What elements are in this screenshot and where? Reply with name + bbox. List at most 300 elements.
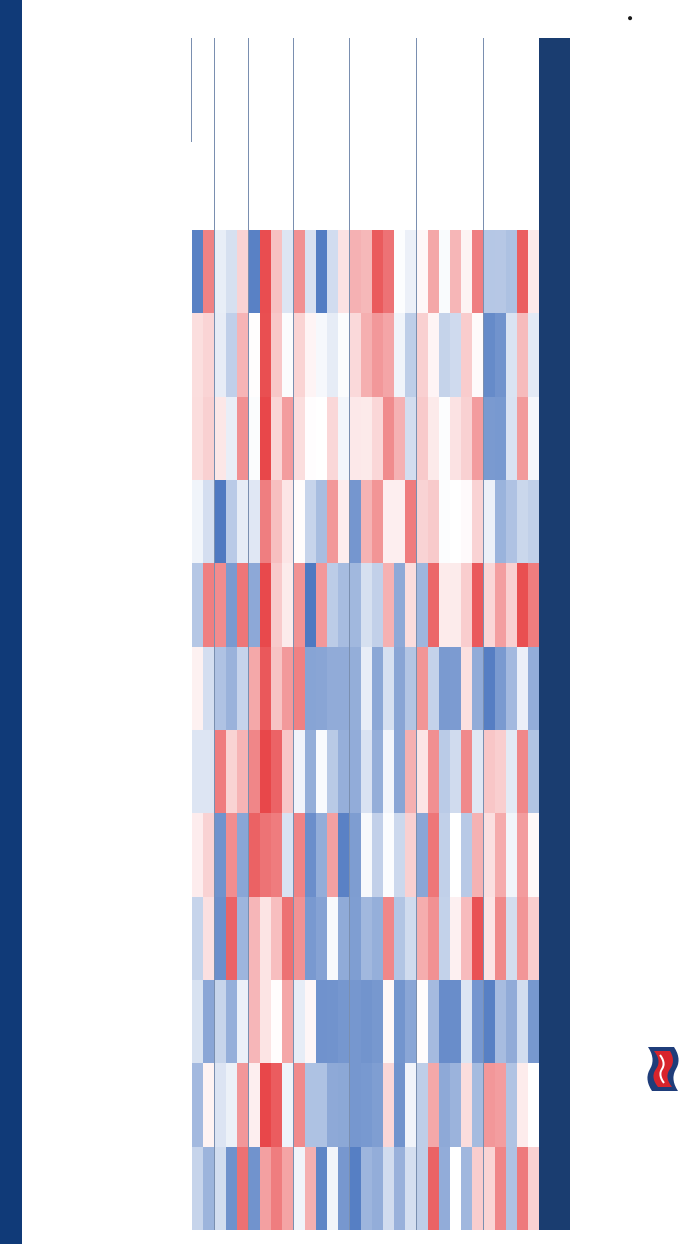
value-cell — [461, 730, 472, 813]
value-cell — [372, 1147, 383, 1230]
value-cell — [428, 313, 439, 396]
industry-name-cell — [372, 142, 383, 230]
value-cell — [372, 313, 383, 396]
value-cell — [237, 730, 249, 813]
value-cell — [282, 730, 294, 813]
value-cell — [350, 897, 362, 980]
category-cell — [484, 38, 540, 142]
value-cell — [192, 897, 203, 980]
value-cell — [506, 563, 517, 646]
value-cell — [237, 1063, 249, 1146]
value-cell — [327, 480, 338, 563]
valuation-table-container — [192, 38, 571, 1230]
value-cell — [305, 1063, 316, 1146]
table-row — [383, 38, 394, 1230]
value-cell — [528, 813, 539, 896]
value-cell — [450, 813, 461, 896]
value-cell — [472, 1063, 484, 1146]
value-cell — [192, 647, 203, 730]
header-group-3y — [554, 563, 570, 896]
value-cell — [417, 1147, 429, 1230]
value-cell — [282, 230, 294, 313]
value-cell — [226, 980, 237, 1063]
value-cell — [472, 647, 484, 730]
value-cell — [383, 813, 394, 896]
value-cell — [350, 813, 362, 896]
header-group-1y — [554, 230, 570, 563]
value-cell — [372, 730, 383, 813]
value-cell — [439, 647, 450, 730]
industry-name-cell — [237, 142, 249, 230]
value-cell — [361, 480, 372, 563]
value-cell — [271, 480, 282, 563]
value-cell — [394, 313, 405, 396]
table-row — [192, 38, 203, 1230]
value-cell — [394, 813, 405, 896]
value-cell — [215, 480, 227, 563]
value-cell — [472, 730, 484, 813]
value-cell — [305, 1147, 316, 1230]
table-row — [282, 38, 294, 1230]
value-cell — [215, 313, 227, 396]
value-cell — [383, 1147, 394, 1230]
value-cell — [305, 230, 316, 313]
category-cell — [249, 38, 294, 142]
value-cell — [271, 1063, 282, 1146]
value-cell — [528, 563, 539, 646]
value-cell — [260, 647, 271, 730]
industry-name-cell — [383, 142, 394, 230]
value-cell — [439, 813, 450, 896]
industry-name-cell — [271, 142, 282, 230]
value-cell — [372, 647, 383, 730]
value-cell — [249, 980, 261, 1063]
value-cell — [439, 480, 450, 563]
value-cell — [361, 230, 372, 313]
bullet-dot-icon: • — [621, 14, 637, 23]
value-cell — [203, 1063, 215, 1146]
value-cell — [528, 897, 539, 980]
value-cell — [405, 813, 417, 896]
category-cell — [215, 38, 249, 142]
value-cell — [417, 897, 429, 980]
value-cell — [305, 980, 316, 1063]
value-cell — [338, 730, 350, 813]
value-cell — [192, 813, 203, 896]
value-cell — [394, 1147, 405, 1230]
value-cell — [517, 1147, 528, 1230]
value-cell — [215, 813, 227, 896]
value-cell — [226, 730, 237, 813]
value-cell — [472, 230, 484, 313]
value-cell — [305, 647, 316, 730]
value-cell — [428, 1147, 439, 1230]
table-row — [271, 38, 282, 1230]
value-cell — [350, 730, 362, 813]
value-cell — [327, 397, 338, 480]
value-cell — [439, 313, 450, 396]
value-cell — [327, 313, 338, 396]
value-cell — [203, 980, 215, 1063]
value-cell — [350, 647, 362, 730]
value-cell — [350, 563, 362, 646]
value-cell — [361, 397, 372, 480]
value-cell — [350, 1147, 362, 1230]
value-cell — [260, 230, 271, 313]
industry-name-cell — [461, 142, 472, 230]
value-cell — [249, 313, 261, 396]
value-cell — [450, 313, 461, 396]
value-cell — [383, 980, 394, 1063]
table-row — [327, 38, 338, 1230]
value-cell — [226, 813, 237, 896]
table-row — [495, 38, 506, 1230]
table-row — [450, 38, 461, 1230]
value-cell — [484, 980, 496, 1063]
value-cell — [439, 730, 450, 813]
value-cell — [484, 230, 496, 313]
value-cell — [226, 897, 237, 980]
value-cell — [450, 397, 461, 480]
value-cell — [350, 1063, 362, 1146]
industry-name-cell — [439, 142, 450, 230]
category-cell — [350, 38, 417, 142]
value-cell — [417, 397, 429, 480]
header-metric — [539, 313, 554, 396]
header-metric — [539, 647, 554, 730]
value-cell — [237, 647, 249, 730]
value-cell — [461, 313, 472, 396]
value-cell — [260, 730, 271, 813]
value-cell — [517, 897, 528, 980]
value-cell — [316, 480, 327, 563]
value-cell — [316, 897, 327, 980]
valuation-table — [192, 38, 571, 1230]
value-cell — [237, 813, 249, 896]
industry-name-cell — [249, 142, 261, 230]
value-cell — [517, 730, 528, 813]
table-row — [226, 38, 237, 1230]
value-cell — [461, 397, 472, 480]
value-cell — [472, 1147, 484, 1230]
value-cell — [439, 563, 450, 646]
value-cell — [528, 1147, 539, 1230]
value-cell — [249, 730, 261, 813]
table-body — [192, 38, 539, 1230]
value-cell — [338, 480, 350, 563]
value-cell — [338, 897, 350, 980]
industry-name-cell — [361, 142, 372, 230]
header-metric — [539, 980, 554, 1063]
value-cell — [461, 813, 472, 896]
value-cell — [484, 813, 496, 896]
value-cell — [237, 480, 249, 563]
value-cell — [484, 397, 496, 480]
industry-name-cell — [506, 142, 517, 230]
value-cell — [282, 813, 294, 896]
value-cell — [472, 563, 484, 646]
value-cell — [338, 647, 350, 730]
industry-name-cell — [528, 142, 539, 230]
value-cell — [461, 647, 472, 730]
value-cell — [271, 813, 282, 896]
value-cell — [361, 647, 372, 730]
value-cell — [417, 313, 429, 396]
value-cell — [517, 980, 528, 1063]
value-cell — [215, 230, 227, 313]
value-cell — [428, 980, 439, 1063]
value-cell — [528, 313, 539, 396]
value-cell — [316, 980, 327, 1063]
value-cell — [192, 230, 203, 313]
industry-name-cell — [260, 142, 271, 230]
value-cell — [517, 230, 528, 313]
value-cell — [472, 897, 484, 980]
value-cell — [282, 480, 294, 563]
value-cell — [495, 980, 506, 1063]
value-cell — [249, 480, 261, 563]
table-row — [260, 38, 271, 1230]
value-cell — [484, 1063, 496, 1146]
value-cell — [506, 980, 517, 1063]
value-cell — [260, 480, 271, 563]
value-cell — [361, 1063, 372, 1146]
value-cell — [450, 1147, 461, 1230]
value-cell — [316, 1063, 327, 1146]
value-cell — [417, 730, 429, 813]
value-cell — [215, 730, 227, 813]
value-cell — [383, 563, 394, 646]
value-cell — [203, 813, 215, 896]
value-cell — [405, 313, 417, 396]
value-cell — [260, 813, 271, 896]
disclaimer-text — [2, 22, 20, 1222]
table-row — [439, 38, 450, 1230]
value-cell — [226, 647, 237, 730]
industry-name-cell — [226, 142, 237, 230]
table-row — [484, 38, 496, 1230]
value-cell — [383, 313, 394, 396]
industry-name-cell — [428, 142, 439, 230]
guosen-logo-icon — [644, 1045, 688, 1093]
value-cell — [294, 313, 306, 396]
value-cell — [192, 1147, 203, 1230]
table-row — [215, 38, 227, 1230]
value-cell — [271, 647, 282, 730]
value-cell — [383, 230, 394, 313]
industry-name-cell — [305, 142, 316, 230]
value-cell — [249, 897, 261, 980]
value-cell — [528, 1063, 539, 1146]
value-cell — [226, 230, 237, 313]
value-cell — [428, 480, 439, 563]
value-cell — [226, 1147, 237, 1230]
value-cell — [203, 480, 215, 563]
value-cell — [495, 1063, 506, 1146]
industry-name-cell — [294, 142, 306, 230]
industry-name-cell — [394, 142, 405, 230]
category-cell — [294, 38, 350, 142]
industry-name-cell — [327, 142, 338, 230]
value-cell — [361, 897, 372, 980]
value-cell — [203, 1147, 215, 1230]
value-cell — [484, 1147, 496, 1230]
value-cell — [327, 647, 338, 730]
value-cell — [361, 563, 372, 646]
value-cell — [405, 1147, 417, 1230]
value-cell — [294, 1063, 306, 1146]
value-cell — [282, 397, 294, 480]
value-cell — [327, 1147, 338, 1230]
value-cell — [506, 397, 517, 480]
value-cell — [394, 563, 405, 646]
value-cell — [271, 897, 282, 980]
value-cell — [237, 230, 249, 313]
value-cell — [506, 813, 517, 896]
value-cell — [361, 730, 372, 813]
value-cell — [394, 230, 405, 313]
value-cell — [327, 563, 338, 646]
value-cell — [350, 980, 362, 1063]
value-cell — [203, 230, 215, 313]
value-cell — [316, 1147, 327, 1230]
value-cell — [226, 397, 237, 480]
value-cell — [405, 480, 417, 563]
value-cell — [338, 230, 350, 313]
value-cell — [294, 230, 306, 313]
value-cell — [327, 230, 338, 313]
value-cell — [260, 313, 271, 396]
value-cell — [271, 313, 282, 396]
value-cell — [192, 480, 203, 563]
industry-name-cell — [517, 142, 528, 230]
value-cell — [484, 563, 496, 646]
value-cell — [192, 1063, 203, 1146]
value-cell — [203, 313, 215, 396]
value-cell — [305, 730, 316, 813]
value-cell — [506, 1147, 517, 1230]
value-cell — [282, 897, 294, 980]
table-row — [249, 38, 261, 1230]
value-cell — [439, 230, 450, 313]
value-cell — [461, 230, 472, 313]
table-row — [461, 38, 472, 1230]
value-cell — [294, 980, 306, 1063]
industry-name-cell — [450, 142, 461, 230]
value-cell — [372, 813, 383, 896]
value-cell — [327, 897, 338, 980]
value-cell — [215, 1147, 227, 1230]
value-cell — [528, 480, 539, 563]
value-cell — [506, 230, 517, 313]
value-cell — [484, 730, 496, 813]
value-cell — [450, 897, 461, 980]
value-cell — [383, 730, 394, 813]
value-cell — [439, 397, 450, 480]
value-cell — [405, 397, 417, 480]
industry-name-cell — [316, 142, 327, 230]
header-group-5y — [554, 897, 570, 1230]
table-row — [350, 38, 362, 1230]
value-cell — [372, 230, 383, 313]
value-cell — [192, 730, 203, 813]
value-cell — [506, 313, 517, 396]
value-cell — [350, 397, 362, 480]
value-cell — [428, 730, 439, 813]
industry-name-cell — [405, 142, 417, 230]
value-cell — [506, 647, 517, 730]
value-cell — [294, 1147, 306, 1230]
value-cell — [417, 1063, 429, 1146]
value-cell — [203, 397, 215, 480]
table-row — [394, 38, 405, 1230]
value-cell — [260, 397, 271, 480]
value-cell — [350, 313, 362, 396]
value-cell — [203, 647, 215, 730]
value-cell — [249, 1063, 261, 1146]
header-metric — [539, 563, 554, 646]
value-cell — [495, 730, 506, 813]
value-cell — [517, 313, 528, 396]
table-row — [361, 38, 372, 1230]
value-cell — [338, 1063, 350, 1146]
value-cell — [428, 647, 439, 730]
value-cell — [327, 1063, 338, 1146]
header-metric — [539, 1063, 554, 1146]
value-cell — [361, 1147, 372, 1230]
value-cell — [237, 897, 249, 980]
value-cell — [417, 813, 429, 896]
value-cell — [394, 730, 405, 813]
value-cell — [350, 230, 362, 313]
value-cell — [383, 480, 394, 563]
value-cell — [495, 313, 506, 396]
value-cell — [450, 230, 461, 313]
value-cell — [517, 480, 528, 563]
value-cell — [506, 1063, 517, 1146]
value-cell — [417, 563, 429, 646]
value-cell — [282, 1063, 294, 1146]
value-cell — [271, 1147, 282, 1230]
value-cell — [439, 1063, 450, 1146]
value-cell — [405, 980, 417, 1063]
value-cell — [271, 563, 282, 646]
value-cell — [215, 980, 227, 1063]
value-cell — [439, 897, 450, 980]
value-cell — [249, 813, 261, 896]
industry-name-cell — [282, 142, 294, 230]
value-cell — [372, 980, 383, 1063]
value-cell — [327, 980, 338, 1063]
value-cell — [305, 480, 316, 563]
value-cell — [517, 813, 528, 896]
value-cell — [249, 230, 261, 313]
value-cell — [461, 480, 472, 563]
value-cell — [237, 563, 249, 646]
value-cell — [305, 313, 316, 396]
value-cell — [472, 480, 484, 563]
value-cell — [215, 563, 227, 646]
value-cell — [305, 897, 316, 980]
value-cell — [316, 397, 327, 480]
header-metric — [539, 1147, 554, 1230]
value-cell — [428, 813, 439, 896]
industry-name-cell — [215, 142, 227, 230]
industry-name-cell — [472, 142, 484, 230]
value-cell — [338, 980, 350, 1063]
value-cell — [495, 1147, 506, 1230]
value-cell — [405, 563, 417, 646]
